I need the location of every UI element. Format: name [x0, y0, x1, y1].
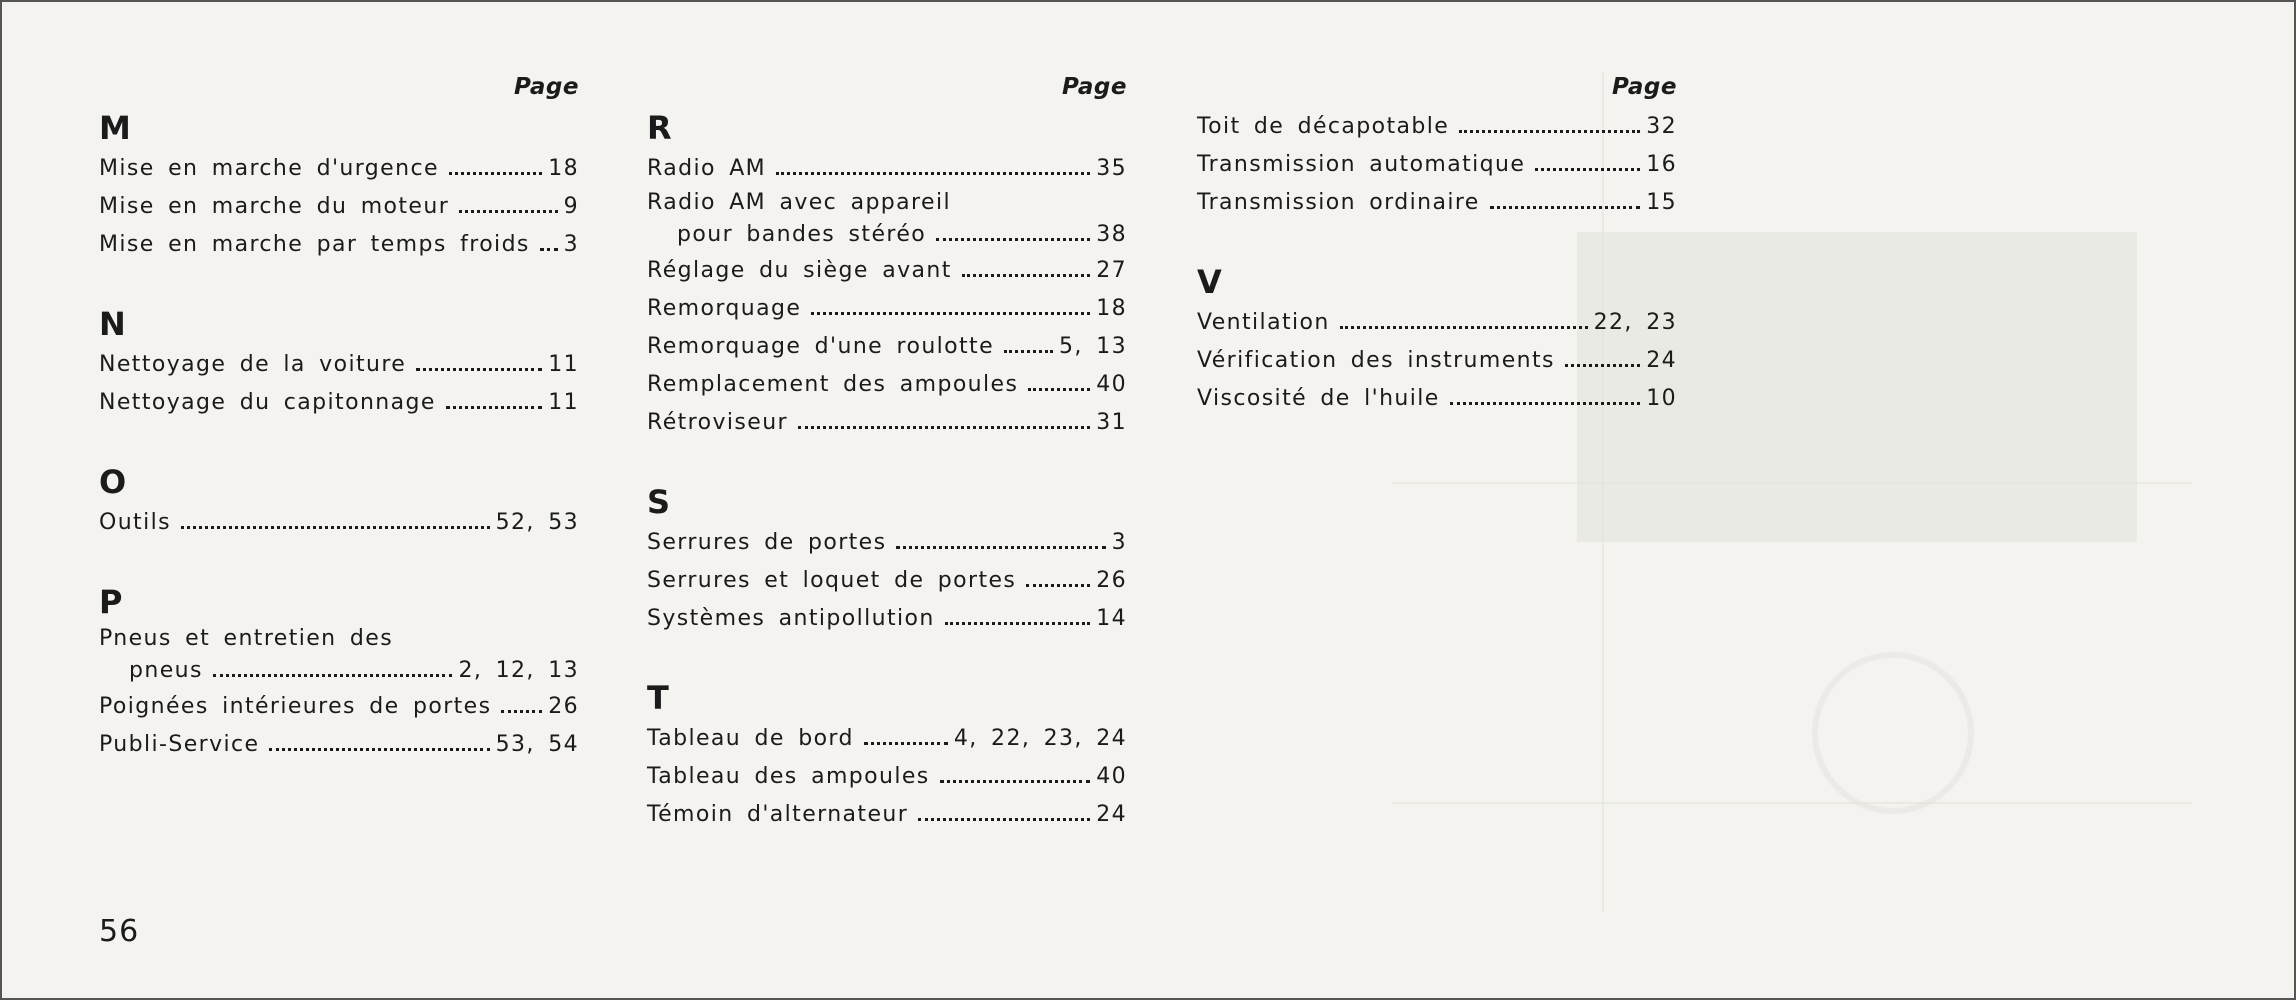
index-entry: [647, 524, 1127, 562]
index-entry: [647, 720, 1127, 758]
entry-pages: 26: [548, 694, 579, 719]
section-t: [647, 678, 1127, 834]
section-letter: O: [99, 463, 127, 501]
entry-pages: 10: [1646, 386, 1677, 411]
dot-leader: [501, 710, 542, 713]
entry-label: Nettoyage du capitonnage: [99, 390, 436, 415]
entry-label: Publi-Service: [99, 732, 260, 757]
entry-pages: 53, 54: [495, 732, 579, 757]
dot-leader: [1028, 388, 1090, 391]
entry-label: Transmission automatique: [1197, 152, 1526, 177]
entry-label: Serrures de portes: [647, 530, 887, 555]
entry-label: Pneus et entretien des: [99, 626, 394, 651]
entry-pages: 2, 12, 13: [458, 658, 579, 683]
entry-pages: 38: [1096, 222, 1127, 247]
entry-label: Toit de décapotable: [1197, 114, 1450, 139]
section-n: [99, 304, 579, 422]
dot-leader: [1535, 168, 1640, 171]
dot-leader: [896, 546, 1105, 549]
section-letter: V: [1197, 263, 1222, 301]
entry-label: Vérification des instruments: [1197, 348, 1555, 373]
entry-pages: 15: [1646, 190, 1677, 215]
index-entry: [647, 796, 1127, 834]
entry-label: Remplacement des ampoules: [647, 372, 1019, 397]
index-entry: [1197, 108, 1677, 146]
entry-label: Témoin d'alternateur: [647, 802, 909, 827]
entry-label: Nettoyage de la voiture: [99, 352, 407, 377]
section-p: [99, 582, 579, 764]
dot-leader: [811, 312, 1090, 315]
dot-leader: [449, 172, 542, 175]
dot-leader: [1490, 206, 1640, 209]
entry-label: Mise en marche du moteur: [99, 194, 450, 219]
section-v: [1197, 262, 1677, 418]
entry-pages: 3: [563, 232, 579, 257]
show-through-circle: [1812, 652, 1974, 814]
entry-pages: 9: [563, 194, 579, 219]
entry-pages: 40: [1096, 372, 1127, 397]
index-entry: [99, 504, 579, 542]
section-letter: R: [647, 109, 672, 147]
dot-leader: [1340, 326, 1588, 329]
entry-pages: 35: [1096, 156, 1127, 181]
page-column-header: Page: [1062, 74, 1127, 100]
section-t-continued: [1197, 108, 1677, 222]
entry-label: Mise en marche par temps froids: [99, 232, 530, 257]
section-letter: T: [647, 679, 669, 717]
dot-leader: [1450, 402, 1640, 405]
entry-pages: 5, 13: [1059, 334, 1127, 359]
entry-label: Remorquage d'une roulotte: [647, 334, 995, 359]
section-m: [99, 108, 579, 264]
entry-pages: 27: [1096, 258, 1127, 283]
entry-label: Radio AM avec appareil: [647, 190, 951, 215]
dot-leader: [918, 818, 1090, 821]
page-column-header: Page: [514, 74, 579, 100]
entry-pages: 32: [1646, 114, 1677, 139]
entry-pages: 14: [1096, 606, 1127, 631]
dot-leader: [459, 210, 557, 213]
show-through-rule: [1392, 802, 2192, 804]
entry-pages: 3: [1111, 530, 1127, 555]
index-entry: [99, 624, 579, 688]
index-entry: [1197, 342, 1677, 380]
index-entry: [1197, 380, 1677, 418]
index-entry: [647, 562, 1127, 600]
entry-pages: 24: [1096, 802, 1127, 827]
section-letter: P: [99, 583, 123, 621]
index-entry: [99, 188, 579, 226]
section-o: [99, 462, 579, 542]
dot-leader: [962, 274, 1090, 277]
entry-label: Outils: [99, 510, 171, 535]
entry-pages: 31: [1096, 410, 1127, 435]
index-entry: [647, 188, 1127, 252]
index-entry: [647, 328, 1127, 366]
dot-leader: [1459, 130, 1640, 133]
dot-leader: [446, 406, 542, 409]
page-number: 56: [99, 914, 140, 949]
index-entry: [647, 758, 1127, 796]
page-column-header: Page: [1612, 74, 1677, 100]
entry-label: Ventilation: [1197, 310, 1330, 335]
show-through-rule: [1392, 482, 2192, 484]
entry-label: Tableau de bord: [647, 726, 854, 751]
entry-pages: 16: [1646, 152, 1677, 177]
entry-label-continuation: pour bandes stéréo: [677, 222, 927, 247]
index-entry: [647, 600, 1127, 638]
entry-label: Réglage du siège avant: [647, 258, 952, 283]
entry-continuation-row: [647, 218, 1127, 252]
entry-pages: 11: [548, 352, 579, 377]
entry-label: Mise en marche d'urgence: [99, 156, 439, 181]
entry-pages: 24: [1646, 348, 1677, 373]
entry-label: Serrures et loquet de portes: [647, 568, 1017, 593]
dot-leader: [798, 426, 1090, 429]
index-entry: [647, 252, 1127, 290]
dot-leader: [416, 368, 542, 371]
dot-leader: [936, 238, 1090, 241]
index-entry: [647, 404, 1127, 442]
dot-leader: [1004, 350, 1053, 353]
entry-label: Viscosité de l'huile: [1197, 386, 1440, 411]
index-entry: [99, 726, 579, 764]
index-entry: [99, 226, 579, 264]
entry-continuation-row: [99, 654, 579, 688]
entry-pages: 52, 53: [495, 510, 579, 535]
dot-leader: [269, 748, 489, 751]
entry-label: Systèmes antipollution: [647, 606, 935, 631]
index-column-2: [647, 74, 1127, 874]
entry-label: Tableau des ampoules: [647, 764, 930, 789]
index-entry: [1197, 146, 1677, 184]
index-column-1: [99, 74, 579, 804]
index-entry: [99, 346, 579, 384]
index-entry: [647, 366, 1127, 404]
section-s: [647, 482, 1127, 638]
dot-leader: [945, 622, 1090, 625]
entry-label: Remorquage: [647, 296, 802, 321]
index-entry: [647, 150, 1127, 188]
dot-leader: [776, 172, 1090, 175]
index-entry: [1197, 304, 1677, 342]
section-r: [647, 108, 1127, 442]
entry-pages: 22, 23: [1593, 310, 1677, 335]
entry-label: Radio AM: [647, 156, 767, 181]
dot-leader: [181, 526, 490, 529]
entry-pages: 4, 22, 23, 24: [953, 726, 1127, 751]
entry-label: Transmission ordinaire: [1197, 190, 1480, 215]
section-letter: N: [99, 305, 126, 343]
entry-pages: 18: [548, 156, 579, 181]
section-letter: M: [99, 109, 131, 147]
entry-pages: 18: [1096, 296, 1127, 321]
entry-pages: 26: [1096, 568, 1127, 593]
entry-label: Rétroviseur: [647, 410, 788, 435]
dot-leader: [1565, 364, 1640, 367]
entry-pages: 11: [548, 390, 579, 415]
index-entry: [1197, 184, 1677, 222]
section-letter: S: [647, 483, 671, 521]
dot-leader: [540, 248, 558, 251]
index-entry: [99, 688, 579, 726]
index-column-3: [1197, 74, 1677, 458]
index-entry: [99, 150, 579, 188]
entry-pages: 40: [1096, 764, 1127, 789]
dot-leader: [1026, 584, 1090, 587]
dot-leader: [940, 780, 1091, 783]
dot-leader: [864, 742, 948, 745]
entry-label: Poignées intérieures de portes: [99, 694, 492, 719]
index-entry: [647, 290, 1127, 328]
entry-label-continuation: pneus: [129, 658, 203, 683]
index-entry: [99, 384, 579, 422]
dot-leader: [213, 674, 453, 677]
